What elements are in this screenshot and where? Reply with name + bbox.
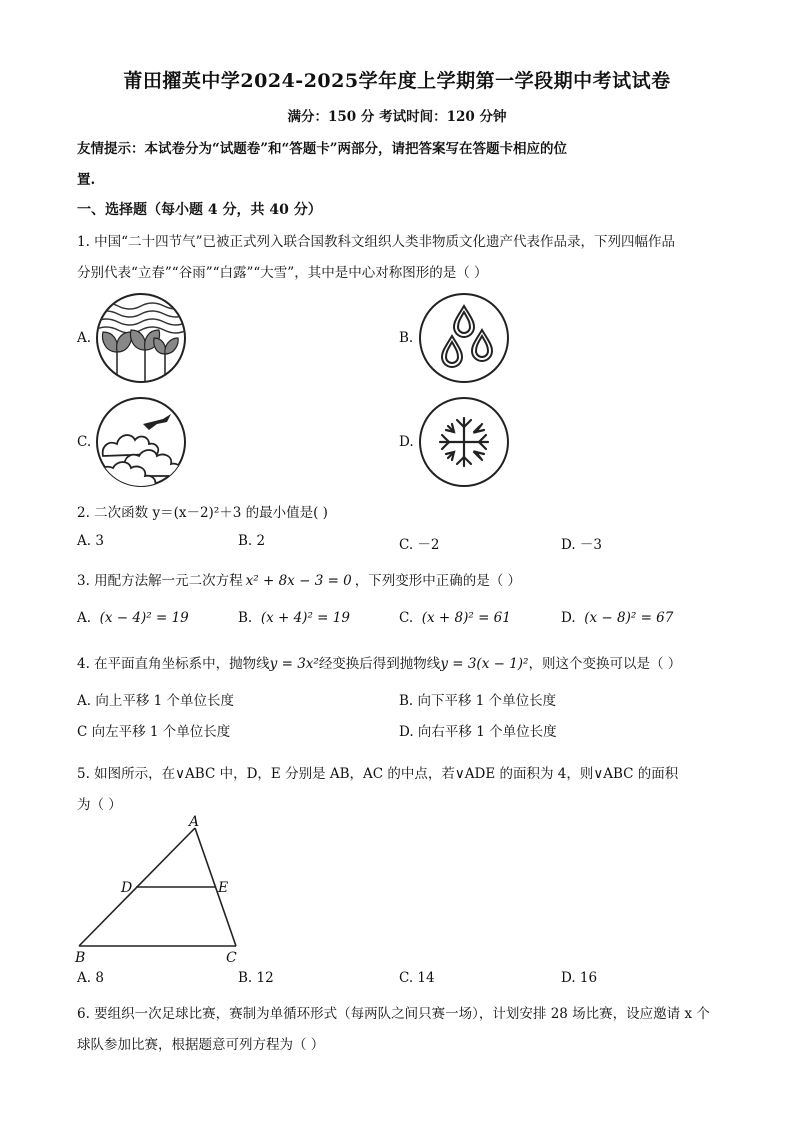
- q3-option-c-expr: (x + 8)² = 61: [421, 610, 511, 626]
- q3-stem: [77, 569, 521, 589]
- bailu-icon: [95, 396, 187, 488]
- q2-option-d: D. －3: [561, 537, 603, 553]
- q4-stem: [77, 652, 681, 672]
- q4-equation-2: y = 3(x − 1)²: [440, 656, 529, 672]
- point-label-c: C: [226, 950, 237, 966]
- exam-subtitle: 满分：150 分 考试时间：120 分钟: [287, 109, 507, 125]
- q1-stem-line-1: 1. 中国“二十四节气”已被正式列入联合国教科文组织人类非物质文化遗产代表作品录，下列四幅作品: [77, 234, 675, 250]
- q2-option-b: B. 2: [238, 533, 266, 549]
- q3-option-a-expr: (x − 4)² = 19: [99, 610, 189, 626]
- q3-equation: x² + 8x − 3 = 0: [245, 573, 352, 589]
- q3-option-d: D. (x − 8)² = 67: [561, 610, 674, 626]
- q1-option-a-label: A.: [77, 330, 92, 346]
- q1-option-d-label: D.: [399, 434, 414, 450]
- q4-stem-text-c: ，则这个变换可以是（ ）: [528, 656, 682, 672]
- q6-stem-line-1: 6. 要组织一次足球比赛，赛制为单循环形式（每两队之间只赛一场），计划安排 28 场比赛，设应邀请 x 个: [77, 1006, 710, 1022]
- point-label-d: D: [121, 880, 133, 896]
- q4-option-a: A. 向上平移 1 个单位长度: [77, 693, 235, 709]
- daxue-icon: [418, 396, 510, 488]
- point-label-b: B: [75, 950, 86, 966]
- q4-equation-1: y = 3x²: [269, 656, 319, 672]
- q5-option-d: D. 16: [561, 970, 598, 986]
- q1-option-c-label: C.: [77, 434, 92, 450]
- guyu-icon: [418, 292, 510, 384]
- q4-stem-text-b: 经变换后得到抛物线: [318, 656, 441, 672]
- q5-stem-line-2: 为（ ）: [77, 797, 122, 813]
- q4-option-c: C 向左平移 1 个单位长度: [77, 724, 231, 740]
- q4-option-b: B. 向下平移 1 个单位长度: [399, 693, 557, 709]
- q2-option-c: C. －2: [399, 537, 440, 553]
- q5-option-b: B. 12: [238, 970, 274, 986]
- q5-stem-line-1: 5. 如图所示，在∨ABC 中，D，E 分别是 AB，AC 的中点，若∨ADE 的面积为 4，则∨ABC 的面积: [77, 766, 679, 782]
- lichun-icon: [95, 292, 187, 384]
- point-label-e: E: [218, 880, 229, 896]
- q3-option-b-expr: (x + 4)² = 19: [260, 610, 350, 626]
- q2-option-a: A. 3: [77, 533, 104, 549]
- q2-stem: 2. 二次函数 y＝(x－2)²＋3 的最小值是( ): [77, 505, 328, 521]
- q3-option-a: A. (x − 4)² = 19: [77, 610, 189, 626]
- q4-stem-text-a: 4. 在平面直角坐标系中，抛物线: [77, 656, 270, 672]
- q1-option-b-label: B.: [399, 330, 414, 346]
- q3-option-d-expr: (x − 8)² = 67: [584, 610, 674, 626]
- notice-line-1: 友情提示：本试卷分为“试题卷”和“答题卡”两部分，请把答案写在答题卡相应的位: [77, 141, 568, 157]
- q3-stem-text-b: ，下列变形中正确的是（ ）: [354, 573, 522, 589]
- section-heading: 一、选择题（每小题 4 分，共 40 分）: [77, 202, 322, 218]
- q4-option-d: D. 向右平移 1 个单位长度: [399, 724, 557, 740]
- notice-line-2: 置.: [77, 172, 96, 188]
- q3-option-c: C. (x + 8)² = 61: [399, 610, 511, 626]
- q1-stem-line-2: 分别代表“立春”“谷雨”“白露”“大雪”，其中是中心对称图形的是（ ）: [77, 265, 488, 281]
- page-title: 莆田擢英中学2024-2025学年度上学期第一学段期中考试试卷: [123, 70, 671, 92]
- q5-option-a: A. 8: [77, 970, 104, 986]
- q6-stem-line-2: 球队参加比赛，根据题意可列方程为（ ）: [77, 1037, 325, 1053]
- q3-stem-text-a: 3. 用配方法解一元二次方程: [77, 573, 243, 589]
- q5-option-c: C. 14: [399, 970, 435, 986]
- q3-option-b: B. (x + 4)² = 19: [238, 610, 350, 626]
- triangle-figure: [70, 812, 250, 967]
- point-label-a: A: [189, 814, 200, 830]
